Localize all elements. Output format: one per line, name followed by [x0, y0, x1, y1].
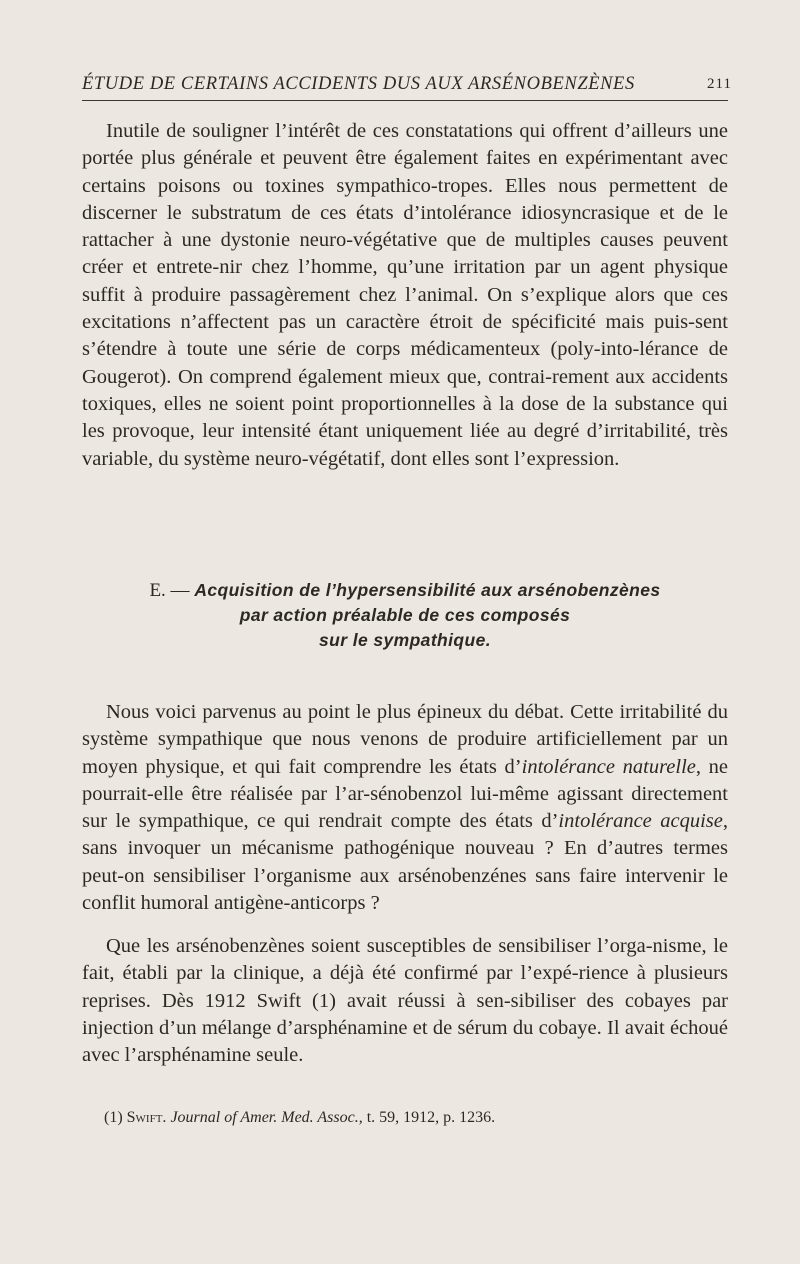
running-head [82, 74, 732, 102]
section-title-line-1: Acquisition de l’hypersensibilité aux arsénobenzènes [194, 580, 661, 600]
running-title: ÉTUDE DE CERTAINS ACCIDENTS DUS AUX ARSÉNOBENZÈNES [82, 74, 635, 94]
paragraph-2 [82, 699, 728, 917]
paragraph-2-part-a: Nous voici parvenus au point le plus épineux du débat. Cette irritabilité du système sympathique que nous venons de produire artificiellement par un moyen physique, et qui fait comprendre les états d’ [82, 701, 728, 778]
paragraph-1-text: Inutile de souligner l’intérêt de ces constatations qui offrent d’ailleurs une portée plus générale et peuvent être également faites en expérimentant avec certains poisons ou toxines sympathico-tropes. Elles nous permettent de discerner le substratum de ces états d’intolérance idiosyncrasique et de le rattacher à une dystonie neuro-végétative que de multiples causes peuvent créer et entrete-nir chez l’homme, qu’une irritation par un agent physique suffit à produire passagèrement chez l’animal. On s’explique alors que ces excitations n’affectent pas un caractère étroit de spécificité mais puis-sent s’étendre à toute une série de corps médicamenteux (poly-into-lérance de Gougerot). On comprend également mieux que, contrai-rement aux accidents toxiques, elles ne soient point proportionnelles à la dose de la substance qui les provoque, leur intensité étant uniquement liée au degré d’irritabilité, très variable, du système neuro-végétatif, dont elles sont l’expression. [82, 120, 728, 470]
paragraph-3-text: Que les arsénobenzènes soient susceptibles de sensibiliser l’orga-nisme, le fait, établi par la clinique, a déjà été confirmé par l’expé-rience à plusieurs reprises. Dès 1912 Swift (1) avait réussi à sen-sibiliser des cobayes par injection d’un mélange d’arsphénamine et de sérum du cobaye. Il avait échoué avec l’arsphénamine seule. [82, 935, 728, 1067]
section-letter: E. — [149, 580, 190, 601]
paragraph-3 [82, 933, 728, 1069]
paragraph-2-text [82, 699, 728, 917]
section-heading-line-3 [82, 628, 728, 653]
header-rule [82, 100, 728, 101]
section-title-line-3: sur le sympathique. [319, 630, 491, 650]
footnote-mark: (1) [104, 1109, 123, 1126]
paragraph-1 [82, 118, 728, 473]
footnote-journal: Journal of Amer. Med. Assoc., [170, 1109, 363, 1126]
section-heading-line-2 [82, 603, 728, 628]
footnote [104, 1108, 724, 1128]
section-heading [82, 578, 728, 653]
paragraph-2-emphasis-1: intolérance naturelle [521, 755, 696, 778]
section-title-line-2: par action préalable de ces composés [239, 605, 571, 625]
section-heading-line-1 [82, 578, 728, 603]
paragraph-2-part-b: , ne pourrait-elle être réalisée par l’ar-sénobenzol lui-même agissant directement sur le sympathique, ce qui rendrait compte des états d’ [82, 755, 728, 833]
page-number: 211 [707, 76, 732, 92]
paragraph-2-emphasis-2: intolérance acquise [558, 810, 723, 833]
footnote-reference: t. 59, 1912, p. 1236. [366, 1109, 496, 1126]
footnote-author: Swift. [126, 1109, 167, 1126]
paragraph-2-part-c: , sans invoquer un mécanisme pathogénique nouveau ? En d’autres termes peut-on sensibiliser l’organisme aux arsénobenzénes sans faire intervenir le conflit humoral antigène-anticorps ? [82, 810, 728, 915]
